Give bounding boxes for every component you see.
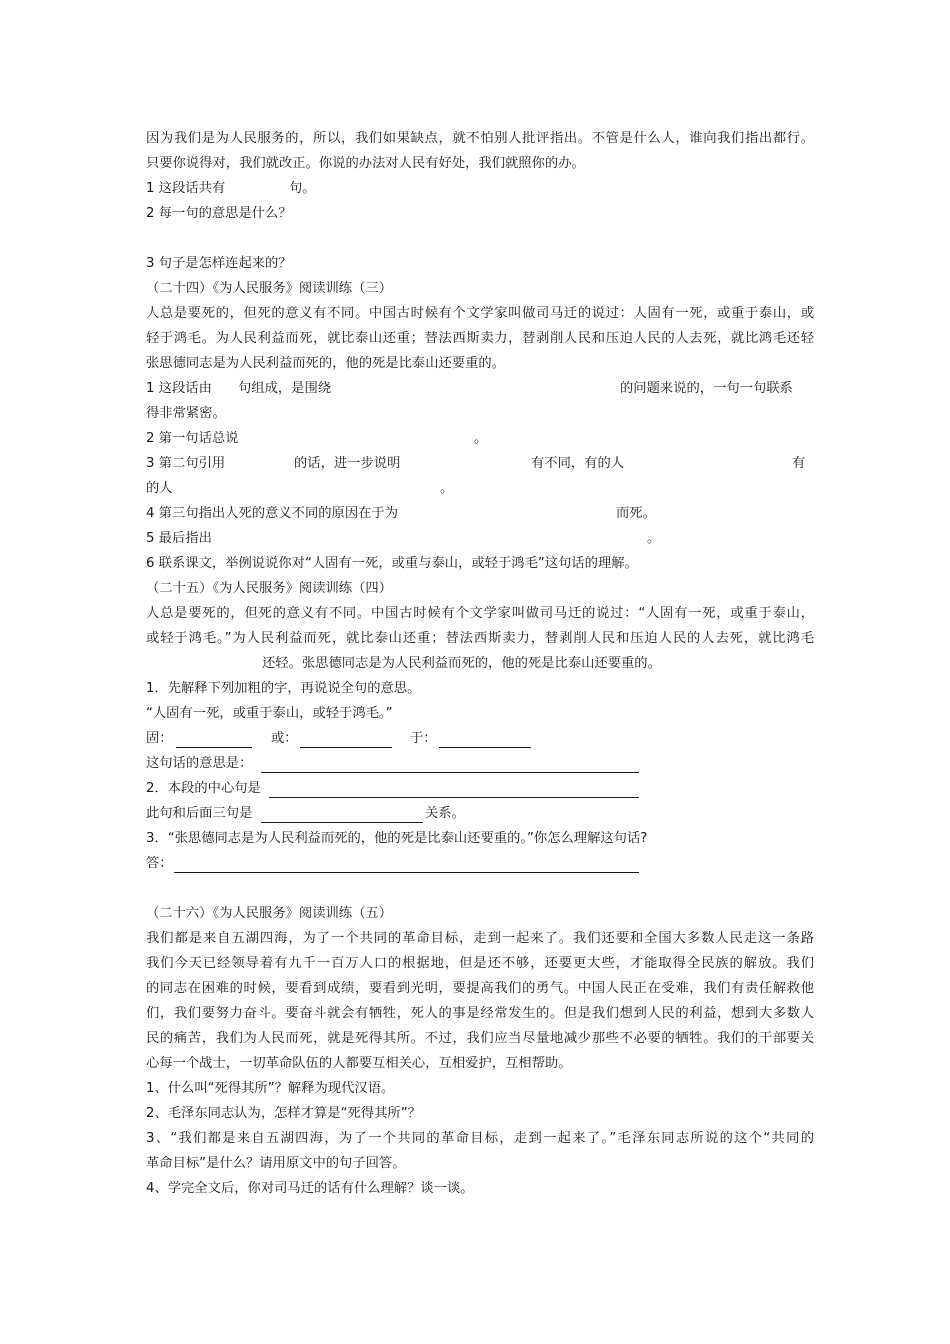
question-23-3: 3 句子是怎样连起来的？ bbox=[146, 256, 292, 271]
question-23-2: 2 每一句的意思是什么？ bbox=[146, 206, 292, 221]
question-text: 2．本段的中心句是 bbox=[146, 781, 261, 796]
answer-blank-gu[interactable] bbox=[176, 730, 252, 751]
passage-25-line-2: 或轻于鸿毛。”为人民利益而死，就比泰山还重；替法西斯卖力，替剥削人民和压迫人民的人去死，就比鸿毛 bbox=[146, 631, 814, 646]
question-24-3-cont bbox=[146, 476, 814, 501]
passage-26-line-3: 的同志在困难的时候，要看到成绩，要看到光明，要提高我们的勇气。中国人民正在受难，我们有责任解救他 bbox=[146, 981, 814, 996]
question-24-5 bbox=[146, 526, 814, 551]
relation-row-25 bbox=[146, 801, 814, 826]
quote-25: “人固有一死，或重于泰山，或轻于鸿毛。” bbox=[146, 706, 393, 721]
document-page bbox=[146, 126, 814, 1201]
question-24-4 bbox=[146, 501, 814, 526]
answer-blank-meaning[interactable] bbox=[261, 755, 639, 776]
passage-25-line-1: 人总是要死的，但死的意义有不同。中国古时候有个文学家叫做司马迁的说过：“人固有一死，或重于泰山， bbox=[146, 606, 814, 621]
question-23-1 bbox=[146, 176, 814, 201]
question-text: 1 这段话由 bbox=[146, 381, 212, 396]
question-24-3 bbox=[146, 451, 814, 476]
question-24-6: 6 联系课文，举例说说你对“人固有一死，或重与泰山，或轻于鸿毛”这句话的理解。 bbox=[146, 556, 638, 571]
question-26-2: 2、毛泽东同志认为，怎样才算是“死得其所”？ bbox=[146, 1106, 421, 1121]
question-24-1 bbox=[146, 376, 814, 401]
question-text: 2 第一句话总说 bbox=[146, 431, 239, 446]
question-text: 的问题来说的，一句一句联系 bbox=[620, 381, 793, 396]
question-26-3-cont: 革命目标”是什么？请用原文中的句子回答。 bbox=[146, 1156, 406, 1171]
question-24-2 bbox=[146, 426, 814, 451]
answer-blank-center-sentence[interactable] bbox=[269, 780, 639, 801]
passage-24-line-1: 人总是要死的，但死的意义有不同。中国古时候有个文学家叫做司马迁的说过：人固有一死，或重于泰山，或 bbox=[146, 306, 814, 321]
passage-23-line-2: 只要你说得对，我们就改正。你说的办法对人民有好处，我们就照你的办。 bbox=[146, 156, 585, 171]
label-meaning: 这句话的意思是： bbox=[146, 756, 253, 771]
question-text: 有 bbox=[792, 456, 806, 471]
question-text: 4 第三句指出人死的意义不同的原因在于为 bbox=[146, 506, 399, 521]
label-gu: 固： bbox=[146, 731, 173, 746]
passage-26-line-4: 们，我们要努力奋斗。要奋斗就会有牺牲，死人的事是经常发生的。但是我们想到人民的利益，想到大多数人 bbox=[146, 1006, 814, 1021]
passage-23-line-1: 因为我们是为人民服务的，所以，我们如果缺点，就不怕别人批评指出。不管是什么人，谁向我们指出都行。 bbox=[146, 131, 814, 146]
answer-blank-yu[interactable] bbox=[439, 730, 531, 751]
question-text: 。 bbox=[440, 481, 454, 496]
blank-row-25 bbox=[146, 726, 814, 751]
passage-25-line-3: 还轻。张思德同志是为人民利益而死的，他的死是比泰山还要重的。 bbox=[262, 656, 661, 671]
question-text: 。 bbox=[647, 531, 661, 546]
section-25-title: （二十五）《为人民服务》阅读训练（四） bbox=[146, 581, 392, 596]
question-text: 关系。 bbox=[425, 806, 465, 821]
question-text: 有不同，有的人 bbox=[531, 456, 625, 471]
section-24-title: （二十四）《为人民服务》阅读训练（三） bbox=[146, 281, 392, 296]
passage-24-line-2: 轻于鸿毛。为人民利益而死，就比泰山还重；替法西斯卖力，替剥削人民和压迫人民的人去死，就比鸿毛还轻 bbox=[146, 331, 814, 346]
meaning-row-25 bbox=[146, 751, 814, 776]
question-text: 此句和后面三句是 bbox=[146, 806, 253, 821]
question-24-1-cont: 得非常紧密。 bbox=[146, 406, 226, 421]
question-25-3: 3．“张思德同志是为人民利益而死的，他的死是比泰山还要重的。”你怎么理解这句话? bbox=[146, 831, 648, 846]
question-text: 而死。 bbox=[616, 506, 656, 521]
question-26-3: 3、“我们都是来自五湖四海，为了一个共同的革命目标，走到一起来了。”毛泽东同志所说的这个“共同的 bbox=[146, 1131, 814, 1146]
passage-26-line-5: 民的痛苦，我们为人民而死，就是死得其所。不过，我们应当尽量地减少那些不必要的牺牲。我们的干部要关 bbox=[146, 1031, 814, 1046]
question-25-2 bbox=[146, 776, 814, 801]
passage-26-line-1: 我们都是来自五湖四海，为了一个共同的革命目标，走到一起来了。我们还要和全国大多数人民走这一条路 bbox=[146, 931, 814, 946]
question-text: 3 第二句引用 bbox=[146, 456, 226, 471]
question-text: 的人 bbox=[146, 481, 173, 496]
question-26-1: 1、什么叫“死得其所”？解释为现代汉语。 bbox=[146, 1081, 395, 1096]
spacer bbox=[146, 876, 814, 901]
question-text: 5 最后指出 bbox=[146, 531, 212, 546]
question-text: 。 bbox=[474, 431, 488, 446]
section-26-title: （二十六）《为人民服务》阅读训练（五） bbox=[146, 906, 392, 921]
answer-row-25 bbox=[146, 851, 814, 876]
answer-blank-huo[interactable] bbox=[300, 730, 392, 751]
passage-24-line-3: 张思德同志是为人民利益而死的，他的死是比泰山还要重的。 bbox=[146, 356, 506, 371]
question-text: 的话，进一步说明 bbox=[294, 456, 401, 471]
answer-space bbox=[146, 226, 814, 251]
question-25-1: 1．先解释下列加粗的字，再说说全句的意思。 bbox=[146, 681, 421, 696]
answer-blank-understanding[interactable] bbox=[174, 855, 639, 876]
question-text: 句组成，是围绕 bbox=[238, 381, 332, 396]
label-huo: 或： bbox=[271, 731, 298, 746]
question-text: 句。 bbox=[289, 181, 316, 196]
question-26-4: 4、学完全文后，你对司马迁的话有什么理解？谈一谈。 bbox=[146, 1181, 474, 1196]
answer-blank-relation[interactable] bbox=[261, 805, 423, 826]
label-yu: 于： bbox=[410, 731, 437, 746]
passage-26-line-6: 心每一个战士，一切革命队伍的人都要互相关心，互相爱护，互相帮助。 bbox=[146, 1056, 572, 1071]
question-text: 1 这段话共有 bbox=[146, 181, 226, 196]
passage-26-line-2: 我们今天已经领导着有九千一百万人口的根据地，但是还不够，还要更大些，才能取得全民族的解放。我们 bbox=[146, 956, 814, 971]
label-answer: 答： bbox=[146, 856, 173, 871]
